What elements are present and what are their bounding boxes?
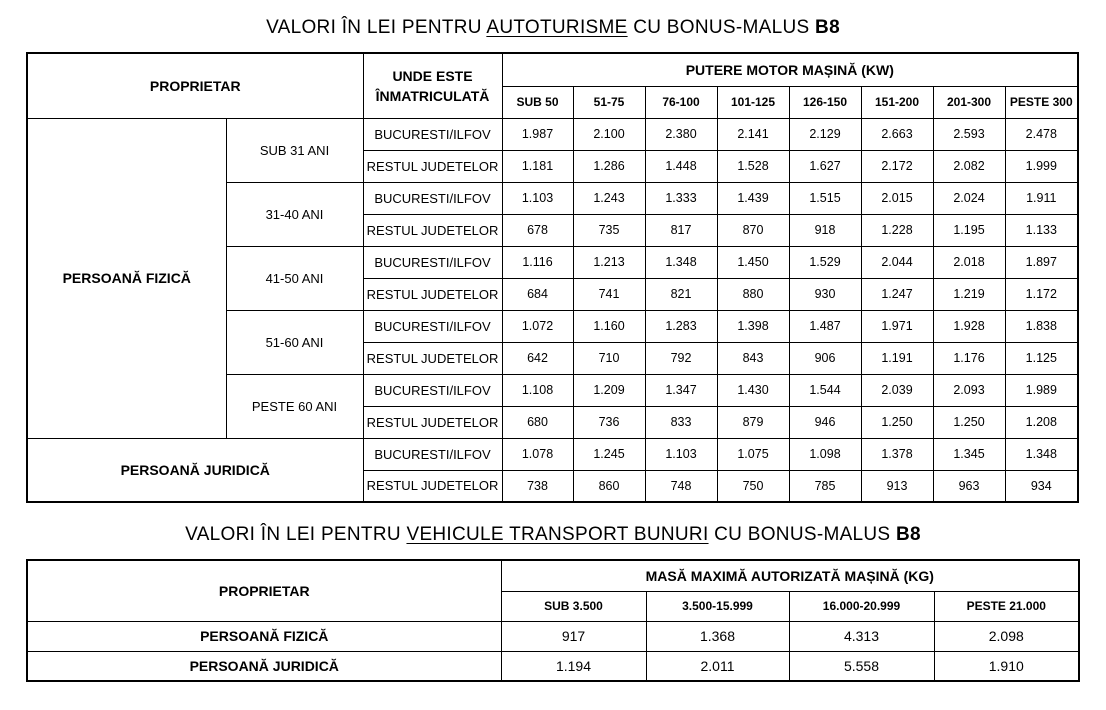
price-cell: 2.015: [861, 182, 933, 214]
price-cell: 741: [573, 278, 645, 310]
price-cell: 1.989: [1005, 374, 1078, 406]
price-cell: 2.018: [933, 246, 1005, 278]
price-cell: 2.141: [717, 118, 789, 150]
price-cell: 1.219: [933, 278, 1005, 310]
price-cell: 642: [502, 342, 573, 374]
price-cell: 735: [573, 214, 645, 246]
max-mass-header: MASĂ MAXIMĂ AUTORIZATĂ MAȘINĂ (KG): [501, 560, 1079, 591]
price-cell: 1.333: [645, 182, 717, 214]
price-cell: 738: [502, 470, 573, 502]
price-cell: 750: [717, 470, 789, 502]
price-cell: 1.439: [717, 182, 789, 214]
age-group-label: 51-60 ANI: [226, 310, 363, 374]
price-cell: 1.345: [933, 438, 1005, 470]
price-cell: 2.098: [934, 621, 1079, 651]
age-group-label: PESTE 60 ANI: [226, 374, 363, 438]
price-cell: 913: [861, 470, 933, 502]
price-cell: 1.250: [861, 406, 933, 438]
price-cell: 1.627: [789, 150, 861, 182]
mass-column-header: PESTE 21.000: [934, 591, 1079, 621]
power-column-header: PESTE 300: [1005, 86, 1078, 118]
price-cell: 1.075: [717, 438, 789, 470]
price-cell: 870: [717, 214, 789, 246]
price-cell: 1.544: [789, 374, 861, 406]
title-prefix: VALORI ÎN LEI PENTRU: [185, 524, 407, 545]
price-cell: 1.172: [1005, 278, 1078, 310]
price-cell: 1.228: [861, 214, 933, 246]
engine-power-header: PUTERE MOTOR MAȘINĂ (KW): [502, 53, 1078, 86]
owner-type-label: PERSOANĂ JURIDICĂ: [27, 651, 501, 681]
price-cell: 748: [645, 470, 717, 502]
price-cell: 2.593: [933, 118, 1005, 150]
title-prefix: VALORI ÎN LEI PENTRU: [266, 17, 487, 38]
age-group-label: SUB 31 ANI: [226, 118, 363, 182]
price-cell: 2.129: [789, 118, 861, 150]
price-cell: 1.250: [933, 406, 1005, 438]
price-cell: 4.313: [789, 621, 934, 651]
owner-header: PROPRIETAR: [27, 53, 363, 118]
price-cell: 2.172: [861, 150, 933, 182]
age-group-label: 31-40 ANI: [226, 182, 363, 246]
price-cell: 2.044: [861, 246, 933, 278]
owner-header: PROPRIETAR: [27, 560, 501, 621]
price-cell: 2.011: [646, 651, 789, 681]
price-cell: 1.911: [1005, 182, 1078, 214]
table-row: [27, 651, 1079, 681]
price-cell: 1.116: [502, 246, 573, 278]
price-cell: 1.283: [645, 310, 717, 342]
region-label: RESTUL JUDETELOR: [363, 470, 502, 502]
price-cell: 2.380: [645, 118, 717, 150]
price-cell: 1.103: [502, 182, 573, 214]
power-column-header: 151-200: [861, 86, 933, 118]
price-cell: 1.897: [1005, 246, 1078, 278]
price-cell: 1.208: [1005, 406, 1078, 438]
price-cell: 946: [789, 406, 861, 438]
price-cell: 1.286: [573, 150, 645, 182]
price-cell: 1.176: [933, 342, 1005, 374]
price-cell: 1.160: [573, 310, 645, 342]
price-cell: 1.125: [1005, 342, 1078, 374]
price-cell: 934: [1005, 470, 1078, 502]
title-category: VEHICULE TRANSPORT BUNURI: [406, 524, 709, 545]
title-bonus-class: B8: [815, 17, 840, 38]
price-cell: 843: [717, 342, 789, 374]
price-cell: 1.838: [1005, 310, 1078, 342]
price-cell: 1.243: [573, 182, 645, 214]
power-column-header: 201-300: [933, 86, 1005, 118]
price-cell: 684: [502, 278, 573, 310]
price-cell: 1.971: [861, 310, 933, 342]
price-cell: 963: [933, 470, 1005, 502]
power-column-header: 51-75: [573, 86, 645, 118]
price-cell: 1.450: [717, 246, 789, 278]
owner-group-individual: PERSOANĂ FIZICĂ: [27, 118, 226, 438]
price-cell: 1.181: [502, 150, 573, 182]
price-cell: 792: [645, 342, 717, 374]
price-cell: 2.024: [933, 182, 1005, 214]
mass-column-header: 16.000-20.999: [789, 591, 934, 621]
price-cell: 1.108: [502, 374, 573, 406]
price-cell: 785: [789, 470, 861, 502]
price-cell: 678: [502, 214, 573, 246]
cars-price-table: [26, 52, 1079, 503]
price-cell: 1.191: [861, 342, 933, 374]
price-cell: 1.078: [502, 438, 573, 470]
price-cell: 736: [573, 406, 645, 438]
price-cell: 1.347: [645, 374, 717, 406]
price-cell: 1.348: [645, 246, 717, 278]
table-row: [27, 621, 1079, 651]
price-cell: 930: [789, 278, 861, 310]
price-cell: 2.082: [933, 150, 1005, 182]
price-cell: 821: [645, 278, 717, 310]
owner-group-company: PERSOANĂ JURIDICĂ: [27, 438, 363, 502]
title-middle: CU BONUS-MALUS: [627, 17, 816, 38]
price-cell: 5.558: [789, 651, 934, 681]
table-header-row: [27, 53, 1078, 86]
price-cell: 917: [501, 621, 646, 651]
region-label: BUCURESTI/ILFOV: [363, 118, 502, 150]
price-cell: 918: [789, 214, 861, 246]
age-group-label: 41-50 ANI: [226, 246, 363, 310]
price-cell: 1.098: [789, 438, 861, 470]
table-header-row: [27, 560, 1079, 591]
goods-vehicles-table-title: [0, 524, 1106, 546]
price-cell: 1.987: [502, 118, 573, 150]
title-middle: CU BONUS-MALUS: [708, 524, 896, 545]
price-cell: 1.348: [1005, 438, 1078, 470]
price-cell: 1.103: [645, 438, 717, 470]
power-column-header: 126-150: [789, 86, 861, 118]
region-label: RESTUL JUDETELOR: [363, 278, 502, 310]
region-label: BUCURESTI/ILFOV: [363, 310, 502, 342]
price-cell: 1.133: [1005, 214, 1078, 246]
price-cell: 833: [645, 406, 717, 438]
price-cell: 1.928: [933, 310, 1005, 342]
table-row: [27, 118, 1078, 150]
price-cell: 710: [573, 342, 645, 374]
region-label: RESTUL JUDETELOR: [363, 214, 502, 246]
table-row: [27, 438, 1078, 470]
price-cell: 1.910: [934, 651, 1079, 681]
price-cell: 1.245: [573, 438, 645, 470]
region-label: RESTUL JUDETELOR: [363, 150, 502, 182]
power-column-header: SUB 50: [502, 86, 573, 118]
mass-column-header: SUB 3.500: [501, 591, 646, 621]
region-label: RESTUL JUDETELOR: [363, 342, 502, 374]
power-column-header: 76-100: [645, 86, 717, 118]
power-column-header: 101-125: [717, 86, 789, 118]
title-category: AUTOTURISME: [486, 17, 628, 38]
price-cell: 1.515: [789, 182, 861, 214]
price-cell: 2.039: [861, 374, 933, 406]
price-cell: 1.209: [573, 374, 645, 406]
region-label: BUCURESTI/ILFOV: [363, 438, 502, 470]
price-cell: 1.072: [502, 310, 573, 342]
region-label: BUCURESTI/ILFOV: [363, 182, 502, 214]
price-cell: 906: [789, 342, 861, 374]
goods-vehicles-price-table: [26, 559, 1080, 682]
price-cell: 880: [717, 278, 789, 310]
price-cell: 1.194: [501, 651, 646, 681]
cars-table-title: [0, 17, 1106, 39]
price-cell: 2.093: [933, 374, 1005, 406]
price-cell: 1.398: [717, 310, 789, 342]
price-cell: 1.368: [646, 621, 789, 651]
price-cell: 1.195: [933, 214, 1005, 246]
price-cell: 817: [645, 214, 717, 246]
price-cell: 1.378: [861, 438, 933, 470]
title-bonus-class: B8: [895, 524, 921, 545]
region-label: BUCURESTI/ILFOV: [363, 374, 502, 406]
owner-type-label: PERSOANĂ FIZICĂ: [27, 621, 501, 651]
price-cell: 680: [502, 406, 573, 438]
price-cell: 1.213: [573, 246, 645, 278]
price-cell: 1.528: [717, 150, 789, 182]
mass-column-header: 3.500-15.999: [646, 591, 789, 621]
price-cell: 1.430: [717, 374, 789, 406]
price-cell: 860: [573, 470, 645, 502]
price-cell: 1.247: [861, 278, 933, 310]
registration-header: UNDE ESTE ÎNMATRICULATĂ: [363, 53, 502, 118]
price-cell: 879: [717, 406, 789, 438]
price-cell: 2.478: [1005, 118, 1078, 150]
region-label: BUCURESTI/ILFOV: [363, 246, 502, 278]
price-cell: 1.448: [645, 150, 717, 182]
region-label: RESTUL JUDETELOR: [363, 406, 502, 438]
price-cell: 1.487: [789, 310, 861, 342]
price-cell: 1.529: [789, 246, 861, 278]
price-cell: 2.100: [573, 118, 645, 150]
price-cell: 2.663: [861, 118, 933, 150]
price-cell: 1.999: [1005, 150, 1078, 182]
